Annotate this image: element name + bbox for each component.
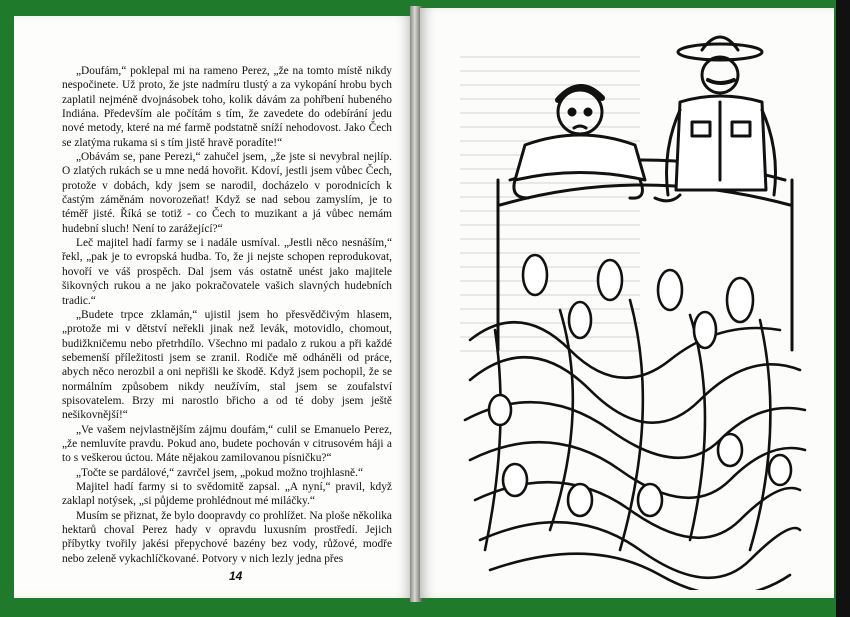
paragraph: „Točte se pardálové,“ zavrčel jsem, „pokud možno trojhlasně.“ [76, 466, 364, 479]
left-page [14, 16, 412, 598]
paragraph: „Ve vašem nejvlastnějším zájmu doufám,“ culil se Emanuelo Perez, „že nemluvíte pravdu. Pokud ano, budete pochován v citrusovém háji a to s veškerou úctou. Máte nějakou zamilovanou písničku?“ [62, 423, 392, 465]
paragraph: „Obávám se, pane Perezi,“ zahučel jsem, „že jste si nevybral nejlíp. O zlatých rukách se u mne nedá hovořit. Kdoví, jestli jsem vůbec Čech, protože v dobách, kdy jsem se narodil, docházelo v porodnicích k častým záměnám novorozeňat! Když se nad sebou zamyslím, je to téměř jisté. Říká se totiž - co Čech to muzikant a já vůbec nemám hudební sluch! Není to zarážející?“ [62, 151, 392, 235]
paragraph: „Budete trpce zklamán,“ ujistil jsem ho přesvědčivým hlasem, „protože mi v dětství neřekli jinak než levák, motovidlo, chomout, budižkničemu nebo přetrhdílo. Všechno mi padalo z rukou a při každé sebemenší příležitosti jsem se zranil. Rodiče mě odháněli od práce, abych něco nerozbil a oni nepřišli ke škodě. Když jsem pochopil, že se normálním způsobem nikdy neužívím, stal jsem se zoufalství spisovatelem. Brzy mi narostlo břicho a od té doby jsem ještě nešikovnější!“ [62, 308, 392, 422]
chubby-man-figure [514, 87, 645, 198]
snake-pit-illustration [440, 30, 820, 590]
paragraph: „Doufám,“ poklepal mi na rameno Perez, „že na tomto místě nikdy nespočinete. Už proto, že jste nadmíru tlustý a za vykopání hrobu bych zaplatil nejméně dvojnásobek toho, kolik dávám za pohřbení hubeného Indiána. Především ale počítám s tím, že zavedete do odebírání jedu nové metody, které na mé farmě podstatně sníží nehodovost. Jako Čech se zlatýma rukama si s tím jistě hravě poradíte!“ [62, 65, 392, 149]
rancher-man-figure [655, 37, 776, 201]
book-cover-dark-edge [836, 0, 850, 617]
snake-heads [489, 255, 791, 516]
page-number: 14 [229, 569, 243, 583]
paragraph: Leč majitel hadí farmy se i nadále usmíval. „Jestli něco nesnáším,“ řekl, „pak je to evropská hudba. To, že ji nejste schopen reprodukovat, hovoří ve váš prospěch. Dal jsem vás ostatně unést jako majitele šikovných rukou a ne jako pokračovatele vašich slavných hudebních tradic.“ [62, 237, 392, 307]
paragraph: Musím se přiznat, že bylo doopravdy co prohlížet. Na ploše několika hektarů choval Perez hady v opravdu luxusním prostředí. Jejich příbytky tvořily jakési přepychové bazény bez vody, růžové, modře nebo zeleně vykachlíčkované. Potvory v nich lezly jedna přes [62, 509, 392, 565]
snakes-tangle [465, 300, 805, 590]
paragraph: Majitel hadí farmy si to svědomitě zapsal. „A nyní,“ pravil, když zaklapl notýsek, „si půjdeme prohlédnout mé miláčky.“ [62, 480, 392, 508]
body-text [62, 64, 392, 566]
